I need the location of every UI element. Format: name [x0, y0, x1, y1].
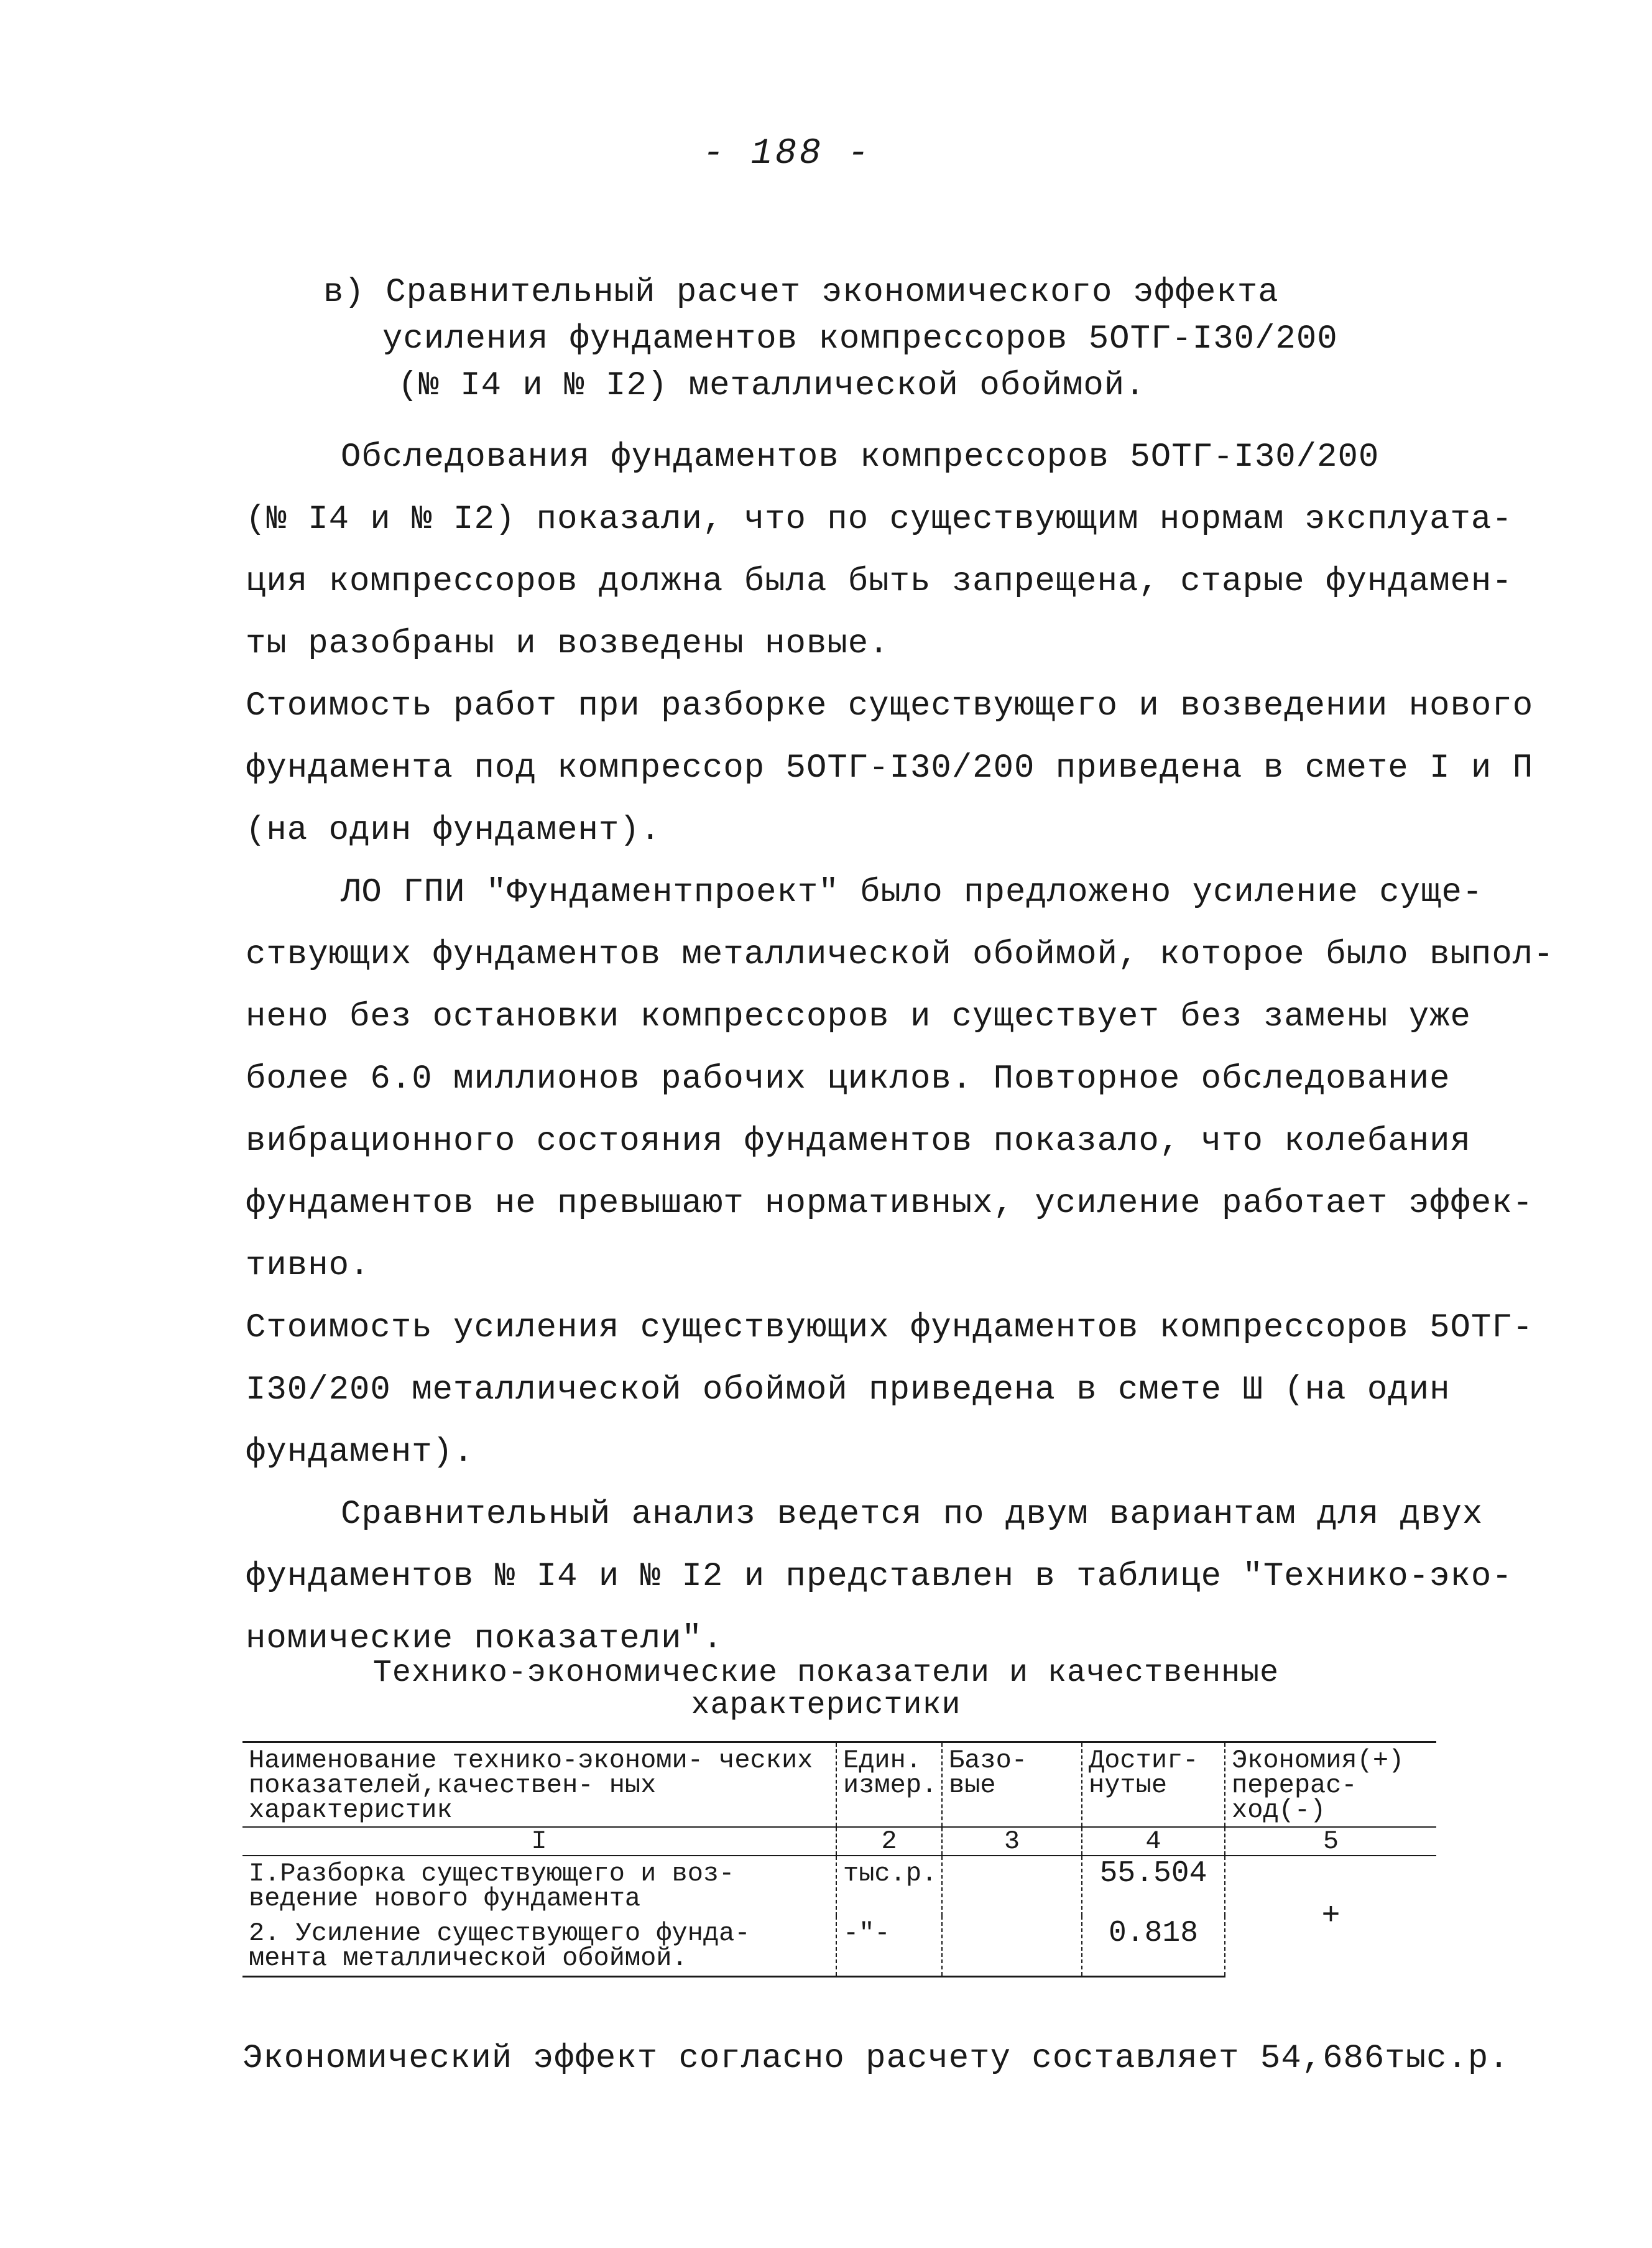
paragraph-line: фундамента под компрессор 5ОТГ-I30/200 приведена в смете I и П: [246, 749, 1534, 787]
header-indicator-name: Наименование технико-экономи- ческих показателей,качествен- ных характеристик: [242, 1742, 836, 1828]
paragraph-line: ты разобраны и возведены новые.: [246, 625, 890, 663]
paragraph-line: ция компрессоров должна была быть запрещена, старые фундамен-: [246, 563, 1513, 601]
table-row: [242, 1856, 1436, 1916]
paragraph-line: тивно.: [246, 1247, 371, 1285]
column-number-row: [242, 1827, 1436, 1856]
page-number: - 188 -: [703, 134, 872, 174]
header-achieved: Достиг- нутые: [1082, 1742, 1225, 1828]
paragraph-line: Обследования фундаментов компрессоров 5ОТГ-I30/200: [341, 438, 1380, 476]
table-title-line-1: Технико-экономические показатели и качественные: [372, 1655, 1280, 1691]
section-heading-line-1: в) Сравнительный расчет экономического эффекта: [323, 274, 1279, 312]
row-achieved: 0.818: [1082, 1916, 1225, 1977]
paragraph-line: фундаментов не превышают нормативных, усиление работает эффек-: [246, 1185, 1534, 1223]
paragraph-line: вибрационного состояния фундаментов показало, что колебания: [246, 1122, 1471, 1160]
row-indicator-name: I.Разборка существующего и воз- ведение нового фундамента: [249, 1859, 735, 1913]
column-number: 4: [1082, 1827, 1225, 1856]
paragraph-line: фундаментов № I4 и № I2 и представлен в таблице "Технико-эко-: [246, 1558, 1513, 1596]
paragraph-line: нено без остановки компрессоров и существует без замены уже: [246, 998, 1471, 1036]
paragraph-line: (№ I4 и № I2) показали, что по существующим нормам эксплуата-: [246, 501, 1513, 539]
header-unit: Един. измер.: [836, 1742, 942, 1828]
paragraph-line: Сравнительный анализ ведется по двум вариантам для двух: [341, 1496, 1484, 1533]
section-heading-line-3: (№ I4 и № I2) металлической обоймой.: [398, 367, 1146, 405]
row-unit: тыс.р.: [836, 1856, 942, 1916]
economic-effect-conclusion: Экономический эффект согласно расчету составляет 54,686тыс.р.: [242, 2040, 1510, 2078]
paragraph-line: ствующих фундаментов металлической обоймой, которое было выпол-: [246, 936, 1554, 974]
column-number: 5: [1225, 1827, 1436, 1856]
paragraph-line: Стоимость работ при разборке существующего и возведении нового: [246, 687, 1534, 725]
column-number: 3: [942, 1827, 1082, 1856]
column-number: I: [242, 1827, 836, 1856]
header-base: Базо- вые: [942, 1742, 1082, 1828]
paragraph-line: фундамент).: [246, 1433, 474, 1471]
header-economy: Экономия(+) перерас- ход(-): [1225, 1742, 1436, 1828]
row-base: [942, 1916, 1082, 1977]
paragraph-line: номические показатели".: [246, 1620, 724, 1658]
row-base: [942, 1856, 1082, 1916]
row-achieved: 55.504: [1082, 1856, 1225, 1916]
row-indicator-name: 2. Усиление существующего фунда- мента металлической обоймой.: [242, 1916, 836, 1977]
paragraph-line: (на один фундамент).: [246, 812, 662, 849]
row-economy-mark: +: [1225, 1856, 1436, 1977]
technical-economic-table: [242, 1741, 1436, 1977]
paragraph-line: ЛО ГПИ "Фундаментпроект" было предложено усиление суще-: [341, 874, 1484, 912]
paragraph-line: I30/200 металлической обоймой приведена в смете Ш (на один: [246, 1371, 1451, 1409]
table-title-line-2: характеристики: [691, 1688, 961, 1723]
column-number: 2: [836, 1827, 942, 1856]
section-heading-line-2: усиления фундаментов компрессоров 5ОТГ-I30/200: [382, 320, 1338, 358]
paragraph-line: более 6.0 миллионов рабочих циклов. Повторное обследование: [246, 1060, 1451, 1098]
paragraph-line: Стоимость усиления существующих фундаментов компрессоров 5ОТГ-: [246, 1309, 1534, 1347]
row-unit: -"-: [836, 1916, 942, 1977]
